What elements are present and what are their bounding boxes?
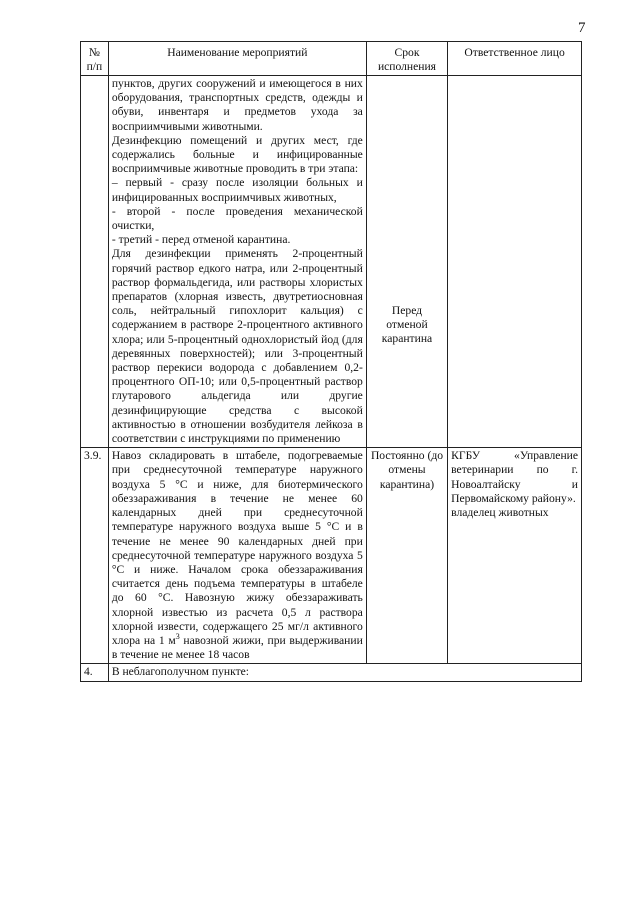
- row-num: [81, 76, 109, 448]
- text-part: Навоз складировать в штабеле, подогреваемые при среднесуточной температуре наружного воздуха 5 °С и ниже, для биотермического обеззараживания в течение не менее 60 календарных дней при среднесуточной температуре наружного воздуха выше 5 °С и в течение не менее 90 календарных дней при среднесуточной температуре наружного воздуха 5 °С и ниже. Началом срока обеззараживания считается день подъема температуры в штабеле до 60 °С. Навозную жижу обеззараживать хлорной известью из расчета 0,5 л раствора хлорной извести, содержащего 25 мг/л активного хлора на 1 м: [111, 449, 363, 647]
- table-header-row: [81, 42, 582, 76]
- paragraph: Для дезинфекции применять 2-процентный горячий раствор едкого натра, или 2-процентный раствор формальдегида, или растворы хлористых препаратов (хлорная известь, двутретиосновная соль, нейтральный гипохлорит кальция) с содержанием в растворе 2-процентного активного хлора; или 5-процентный однохлористый йод (для деревянных поверхностей); или 3-процентный раствор перекиси водорода с добавлением 0,2-процентного ОП-10; или 0,5-процентный раствор глутарового альдегида или другие дезинфицирующие средства с высокой активностью в отношении возбудителя лейкоза в соответствии с инструкциями по применению: [111, 247, 363, 446]
- measures-table: [80, 41, 582, 682]
- text-part: навозной жижи, при выдерживании в течение не менее 18 часов: [111, 633, 363, 662]
- row-responsible: [448, 448, 582, 664]
- row-num: 4.: [81, 664, 109, 681]
- responsible-org: КГБУ «Управление ветеринарии по г. Новоалтайску и Первомайскому району».: [451, 449, 578, 505]
- paragraph: - третий - перед отменой карантина.: [111, 233, 291, 247]
- row-term: Перед отменой карантина: [366, 76, 447, 448]
- paragraph: – первый - сразу после изоляции больных и инфицированных восприимчивых животных,: [111, 176, 363, 204]
- table-row: [81, 448, 582, 664]
- row-responsible: [448, 76, 582, 448]
- header-responsible: Ответственное лицо: [448, 42, 582, 76]
- page-number: 7: [578, 20, 586, 36]
- row-text: [108, 448, 366, 664]
- row-text: В неблагополучном пункте:: [108, 664, 581, 681]
- responsible-owner: владелец животных: [451, 506, 549, 520]
- header-name: Наименование мероприятий: [108, 42, 366, 76]
- paragraph: Дезинфекцию помещений и других мест, где содержались больные и инфицированные восприимчивые животные проводить в три этапа:: [111, 133, 363, 176]
- table-row: [81, 664, 582, 681]
- paragraph: пунктов, других сооружений и имеющегося в них оборудования, транспортных средств, одежды и обуви, инвентаря и предметов ухода за восприимчивыми животными.: [111, 77, 363, 133]
- paragraph: - второй - после проведения механической очистки,: [111, 204, 363, 233]
- table-row: [81, 76, 582, 448]
- header-num: № п/п: [81, 42, 109, 76]
- row-text: [108, 76, 366, 448]
- row-term: Постоянно (до отмены карантина): [366, 448, 447, 664]
- superscript: 3: [175, 632, 180, 642]
- row-num: 3.9.: [81, 448, 109, 664]
- header-term: Срок исполнения: [366, 42, 447, 76]
